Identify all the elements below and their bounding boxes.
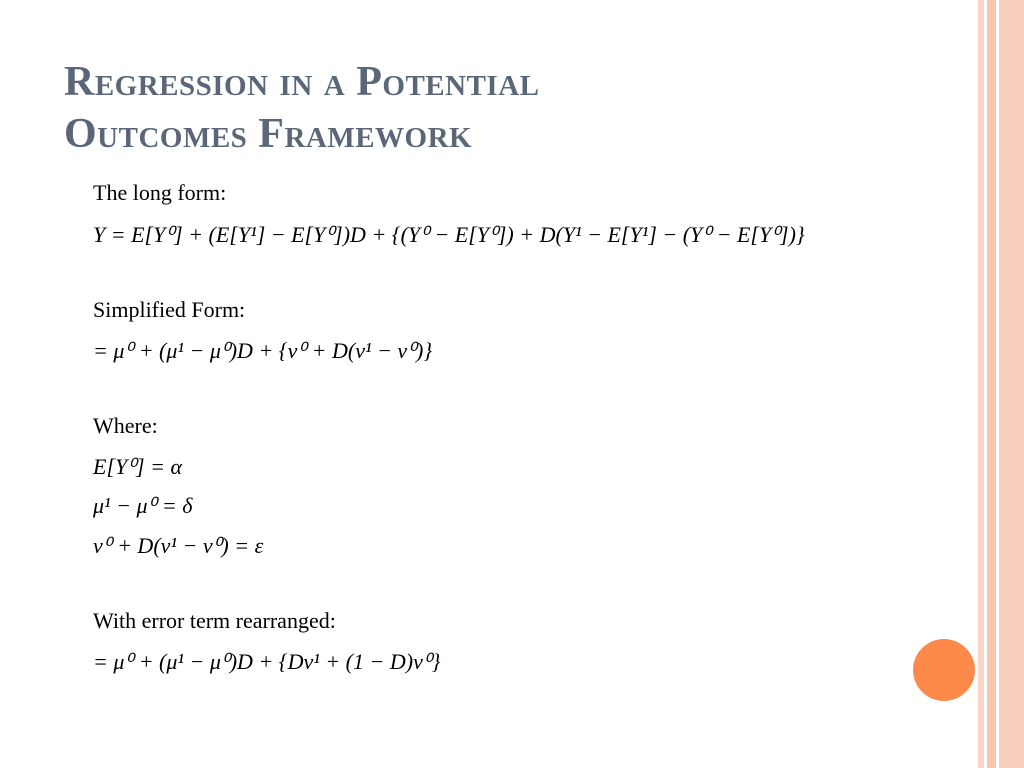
error-term-equation: = μ⁰ + (μ¹ − μ⁰)D + {Dv¹ + (1 − D)v⁰} (93, 649, 441, 674)
where-label: Where: (93, 413, 158, 438)
slide-title (64, 56, 824, 160)
where-equation-2: μ¹ − μ⁰ = δ (93, 493, 193, 518)
where-equation-3: v⁰ + D(v¹ − v⁰) = ε (93, 533, 264, 558)
long-form-equation: Y = E[Y⁰] + (E[Y¹] − E[Y⁰])D + {(Y⁰ − E[Y⁰]) + D(Y¹ − E[Y¹] − (Y⁰ − E[Y⁰])} (93, 222, 805, 247)
title-line-1: Regression in a Potential (64, 59, 540, 105)
decorative-stripes (978, 0, 1024, 768)
stripe (999, 0, 1024, 768)
simplified-label: Simplified Form: (93, 297, 246, 322)
title-line-2: Outcomes Framework (64, 111, 473, 157)
error-term-label: With error term rearranged: (93, 608, 336, 633)
where-equation-1: E[Y⁰] = α (93, 454, 183, 479)
stripe (987, 0, 996, 768)
simplified-equation: = μ⁰ + (μ¹ − μ⁰)D + {v⁰ + D(v¹ − v⁰)} (93, 338, 433, 363)
accent-dot (913, 639, 975, 701)
long-form-label: The long form: (93, 180, 227, 205)
